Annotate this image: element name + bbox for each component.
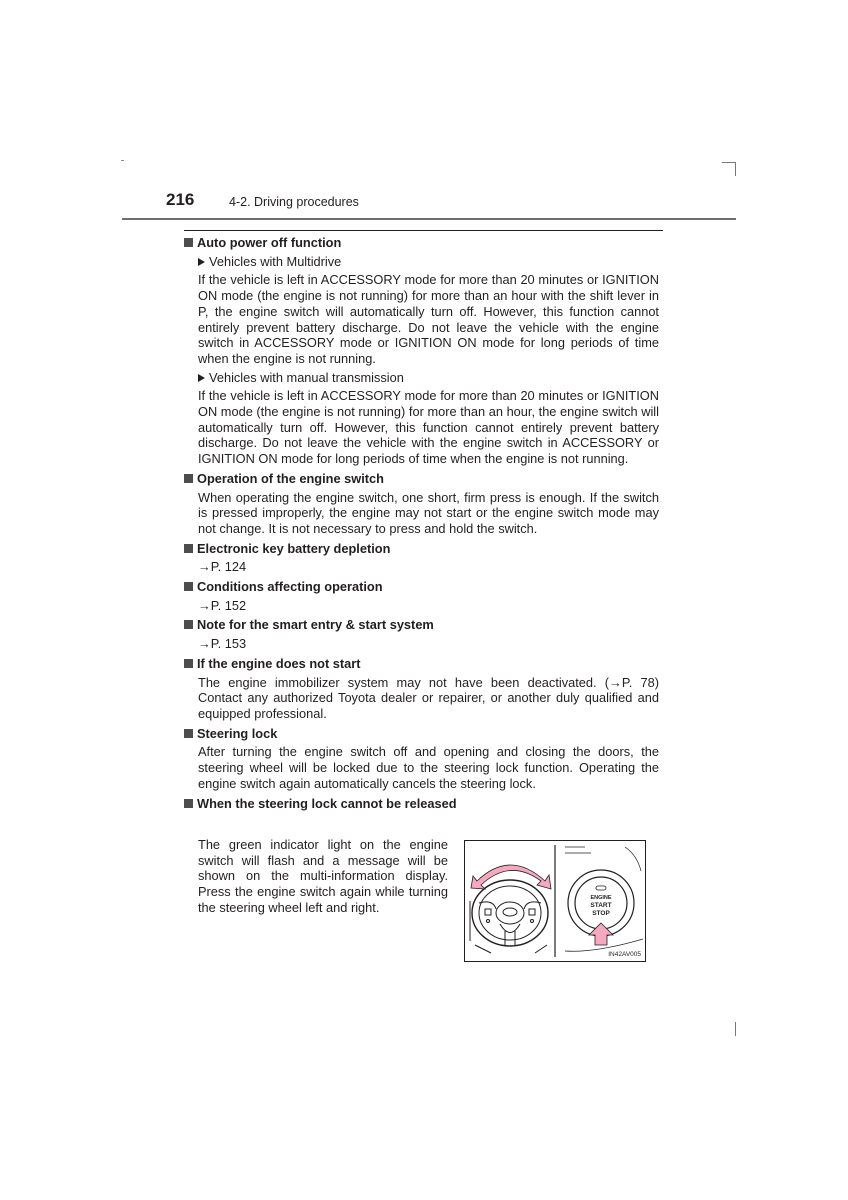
heading-lock-release: When the steering lock cannot be released xyxy=(184,796,659,812)
content-body xyxy=(184,235,659,811)
bullet-square-icon xyxy=(184,799,193,808)
crop-mark-top-left xyxy=(121,160,124,161)
bullet-square-icon xyxy=(184,729,193,738)
heading-battery: Electronic key battery depletion xyxy=(184,541,659,557)
heading-conditions: Conditions affecting operation xyxy=(184,579,659,595)
triangle-bullet-icon xyxy=(198,258,205,266)
heading-no-start: If the engine does not start xyxy=(184,656,659,672)
crop-mark-top-right xyxy=(722,162,736,176)
paragraph-steering-lock: After turning the engine switch off and opening and closing the doors, the steering wheel will be locked due to the steering lock function. Operating the engine switch again automatically cancels the steering lock. xyxy=(198,744,659,791)
svg-text:START: START xyxy=(590,902,612,909)
steering-figure xyxy=(464,840,646,962)
bullet-square-icon xyxy=(184,582,193,591)
triangle-bullet-icon xyxy=(198,374,205,382)
subheading-manual: Vehicles with manual transmission xyxy=(198,370,659,386)
crop-mark-bottom-right xyxy=(735,1022,736,1036)
paragraph-lock-release: The green indicator light on the engine switch will flash and a message will be shown on the multi-information display. Press the engine switch again while turning the steering wheel left and right. xyxy=(198,837,448,915)
reference-battery: →P. 124 xyxy=(198,559,247,575)
heading-note: Note for the smart entry & start system xyxy=(184,617,659,633)
paragraph-operation: When operating the engine switch, one short, firm press is enough. If the switch is pressed improperly, the engine may not start or the engine switch mode may not change. It is not necessary to press and hold the switch. xyxy=(198,489,659,536)
turn-arrow-icon xyxy=(471,865,551,889)
bullet-square-icon xyxy=(184,544,193,553)
bullet-square-icon xyxy=(184,238,193,247)
page-header xyxy=(122,190,736,220)
bullet-square-icon xyxy=(184,659,193,668)
heading-auto-power-off: Auto power off function xyxy=(184,235,659,251)
reference-conditions: →P. 152 xyxy=(198,597,247,613)
page-number: 216 xyxy=(166,190,195,209)
bullet-square-icon xyxy=(184,474,193,483)
paragraph-no-start: The engine immobilizer system may not have been deactivated. (→P. 78) Contact any authorized Toyota dealer or repairer, or another duly qualified and equipped professional. xyxy=(198,674,659,721)
steering-wheel-illustration xyxy=(465,841,645,961)
svg-text:STOP: STOP xyxy=(592,910,610,917)
heading-steering-lock: Steering lock xyxy=(184,726,659,742)
section-title: 4-2. Driving procedures xyxy=(229,195,359,209)
paragraph-multidrive: If the vehicle is left in ACCESSORY mode for more than 20 minutes or IGNITION ON mode (the engine is not running) for more than an hour with the shift lever in P, the engine switch will automatically turn off. However, this function cannot entirely prevent battery discharge. Do not leave the vehicle with the engine switch in ACCESSORY mode or IGNITION ON mode for long periods of time when the engine is not running. xyxy=(198,272,659,366)
heading-operation: Operation of the engine switch xyxy=(184,471,659,487)
svg-text:ENGINE: ENGINE xyxy=(590,895,612,901)
paragraph-manual: If the vehicle is left in ACCESSORY mode for more than 20 minutes or IGNITION ON mode (the engine is not running) for more than an hour, the engine switch will automatically turn off. However, this function cannot entirely prevent battery discharge. Do not leave the vehicle with the engine switch in ACCESSORY or IGNITION ON mode for long periods of time when the engine is not running. xyxy=(198,388,659,467)
subheading-multidrive: Vehicles with Multidrive xyxy=(198,254,659,270)
bullet-square-icon xyxy=(184,620,193,629)
content-top-rule xyxy=(184,230,663,231)
reference-note: →P. 153 xyxy=(198,636,247,652)
figure-id-label: IN42AV005 xyxy=(608,951,641,958)
